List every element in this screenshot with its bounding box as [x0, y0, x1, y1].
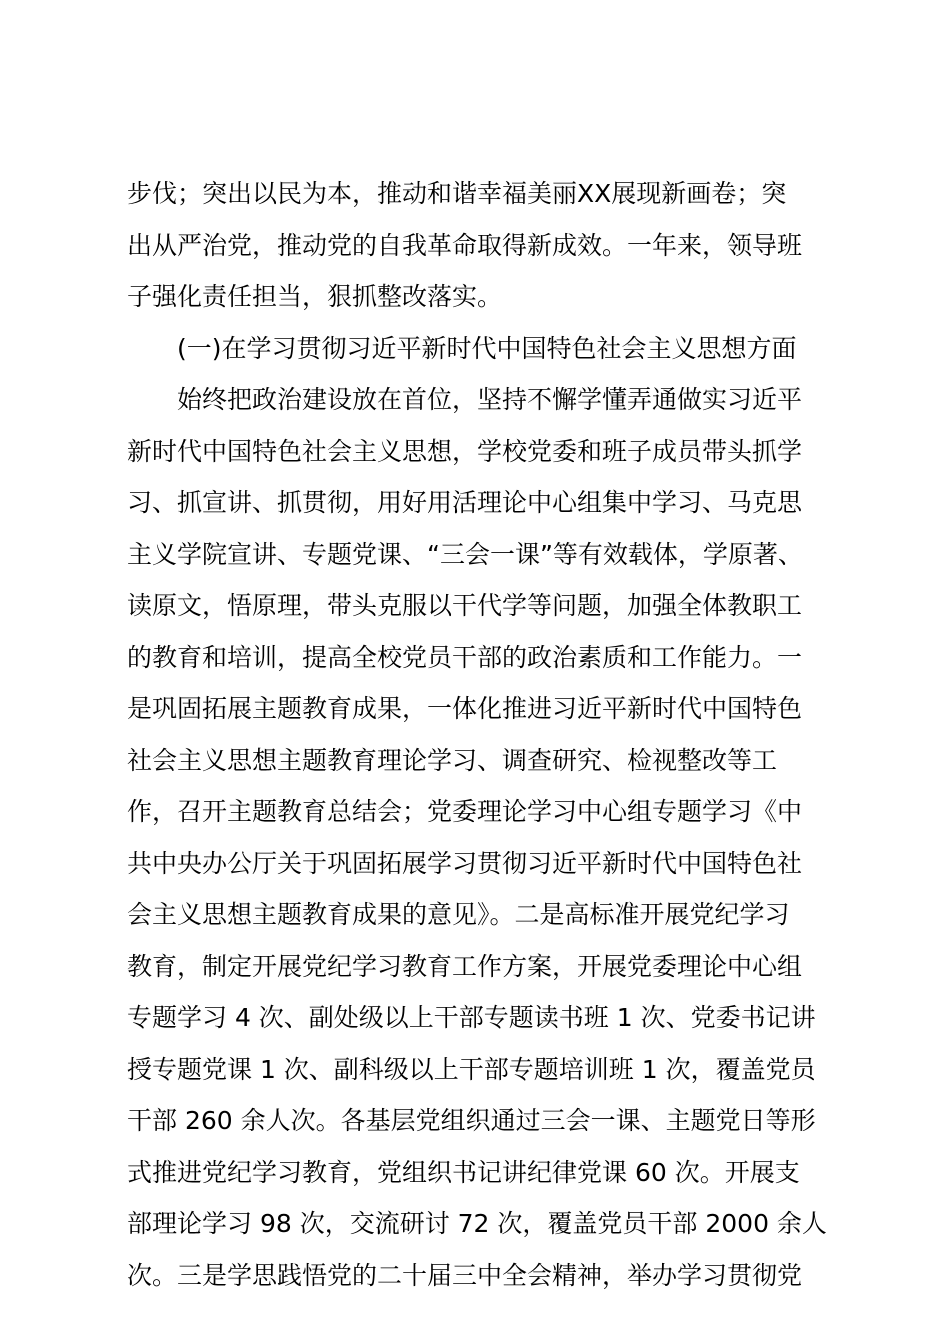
text-line: 部理论学习 98 次，交流研讨 72 次，覆盖党员干部 2000 余人: [127, 1209, 827, 1238]
text-line: 步伐；突出以民为本，推动和谐幸福美丽XX展现新画卷；突: [127, 179, 787, 208]
text-line: 的教育和培训，提高全校党员干部的政治素质和工作能力。一: [127, 642, 803, 672]
text-line: 始终把政治建设放在首位，坚持不懈学懂弄通做实习近平: [177, 385, 803, 414]
text-line: 子强化责任担当，狠抓整改落实。: [127, 282, 503, 311]
section-heading: (一)在学习贯彻习近平新时代中国特色社会主义思想方面: [177, 333, 797, 363]
text-line: 教育，制定开展党纪学习教育工作方案，开展党委理论中心组: [127, 951, 803, 981]
text-line: 主义学院宣讲、专题党课、“三会一课”等有效载体，学原著、: [127, 539, 803, 569]
text-line: 读原文，悟原理，带头克服以干代学等问题，加强全体教职工: [127, 591, 803, 620]
text-line: 会主义思想主题教育成果的意见》。二是高标准开展党纪学习: [127, 900, 790, 929]
text-line: 社会主义思想主题教育理论学习、调查研究、检视整改等工: [127, 745, 778, 775]
text-line: 习、抓宣讲、抓贯彻，用好用活理论中心组集中学习、马克思: [127, 488, 803, 517]
text-line: 授专题党课 1 次、副科级以上干部专题培训班 1 次，覆盖党员: [127, 1054, 816, 1084]
text-line: 新时代中国特色社会主义思想，学校党委和班子成员带头抓学: [127, 436, 803, 466]
text-line: 专题学习 4 次、副处级以上干部专题读书班 1 次、党委书记讲: [127, 1003, 816, 1032]
text-line: 干部 260 余人次。各基层党组织通过三会一课、主题党日等形: [127, 1106, 816, 1135]
text-line: 出从严治党，推动党的自我革命取得新成效。一年来，领导班: [127, 230, 803, 260]
text-line: 式推进党纪学习教育，党组织书记讲纪律党课 60 次。开展支: [127, 1157, 800, 1187]
text-line: 次。三是学思践悟党的二十届三中全会精神，举办学习贯彻党: [127, 1260, 803, 1290]
text-line: 作，召开主题教育总结会；党委理论学习中心组专题学习《中: [127, 797, 803, 826]
body-text: [127, 168, 827, 1301]
text-line: 共中央办公厅关于巩固拓展学习贯彻习近平新时代中国特色社: [127, 848, 803, 878]
text-line: 是巩固拓展主题教育成果，一体化推进习近平新时代中国特色: [127, 694, 803, 723]
